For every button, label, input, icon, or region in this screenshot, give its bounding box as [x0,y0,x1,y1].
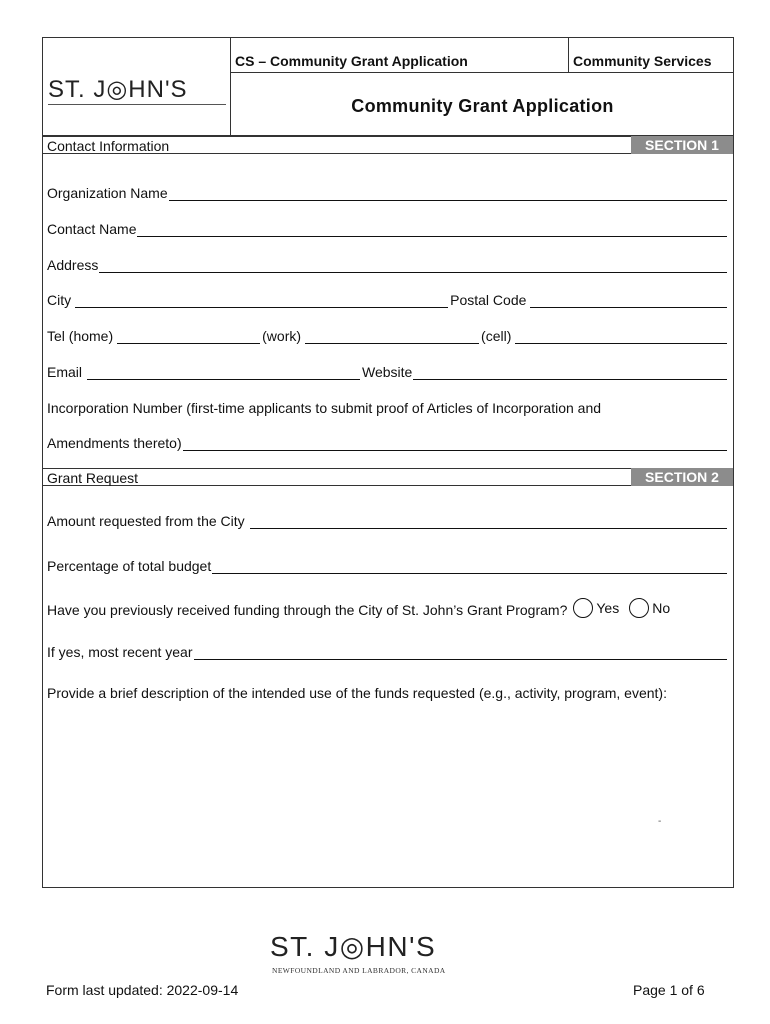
form-updated-date: Form last updated: 2022-09-14 [46,982,239,998]
department-name: Community Services [573,53,712,69]
stray-dash: - [658,816,662,827]
incorporation-row-1 [47,396,727,416]
recent-year-label: If yes, most recent year [47,644,193,660]
city-row [47,288,727,308]
contact-name-field[interactable] [137,222,727,237]
postal-code-label: Postal Code [450,292,527,308]
address-field[interactable] [99,258,727,273]
tel-work-label: (work) [262,328,302,344]
form-header [42,37,734,135]
percentage-label: Percentage of total budget [47,558,212,574]
org-name-row [47,181,727,201]
yes-radio[interactable] [573,598,593,618]
previous-funding-row [47,594,727,618]
contact-name-label: Contact Name [47,221,137,237]
email-field[interactable] [87,365,360,380]
section-2-tag: SECTION 2 [631,468,733,486]
incorporation-label-1: Incorporation Number (first-time applicants to submit proof of Articles of Incorporation and [47,400,602,416]
org-name-field[interactable] [169,186,727,201]
footer-logo-text: ST. J◎HN'S [270,931,437,962]
form-body [42,135,734,888]
city-label: City [47,292,72,308]
footer-logo-subtitle: NEWFOUNDLAND AND LABRADOR, CANADA [272,966,446,975]
footer-logo [270,930,470,976]
department-cell [568,38,734,73]
section-1-label: Contact Information [47,138,170,154]
recent-year-field[interactable] [194,645,728,660]
previous-funding-options [573,598,680,618]
tel-home-field[interactable] [117,329,260,344]
website-label: Website [362,364,413,380]
email-label: Email [47,364,83,380]
tel-cell-field[interactable] [515,329,727,344]
form-title: Community Grant Application [351,96,614,116]
form-code: CS – Community Grant Application [235,53,468,69]
incorporation-row-2 [47,431,727,451]
yes-option[interactable] [573,598,619,618]
address-label: Address [47,257,99,273]
phone-row [47,324,727,344]
tel-cell-label: (cell) [481,328,512,344]
logo-cell [43,38,231,136]
logo-underline [48,104,226,105]
previous-funding-label: Have you previously received funding through the City of St. John’s Grant Program? [47,602,568,618]
city-field[interactable] [75,293,448,308]
amount-label: Amount requested from the City [47,513,245,529]
no-option[interactable] [629,598,670,618]
no-radio[interactable] [629,598,649,618]
contact-name-row [47,217,727,237]
description-textarea[interactable] [47,711,727,871]
address-row [47,253,727,273]
description-row [47,681,727,701]
recent-year-row [47,640,727,660]
incorporation-field[interactable] [183,436,727,451]
title-cell [231,73,734,136]
percentage-field[interactable] [212,559,727,574]
section-1-header [43,136,733,154]
amount-field[interactable] [250,514,727,529]
amount-row [47,509,727,529]
website-field[interactable] [413,365,727,380]
yes-label: Yes [596,600,620,616]
tel-work-field[interactable] [305,329,479,344]
description-label: Provide a brief description of the intended use of the funds requested (e.g., activity, program, event): [47,685,667,701]
percentage-row [47,554,727,574]
section-2-label: Grant Request [47,470,139,486]
form-code-cell [231,38,568,73]
email-row [47,360,727,380]
postal-code-field[interactable] [530,293,727,308]
section-2-header [43,468,733,486]
page-number: Page 1 of 6 [633,982,705,998]
section-1-tag: SECTION 1 [631,136,733,154]
st-johns-logo: ST. J◎HN'S [48,76,188,103]
no-label: No [652,600,671,616]
org-name-label: Organization Name [47,185,168,201]
incorporation-label-2: Amendments thereto) [47,435,182,451]
tel-home-label: Tel (home) [47,328,114,344]
